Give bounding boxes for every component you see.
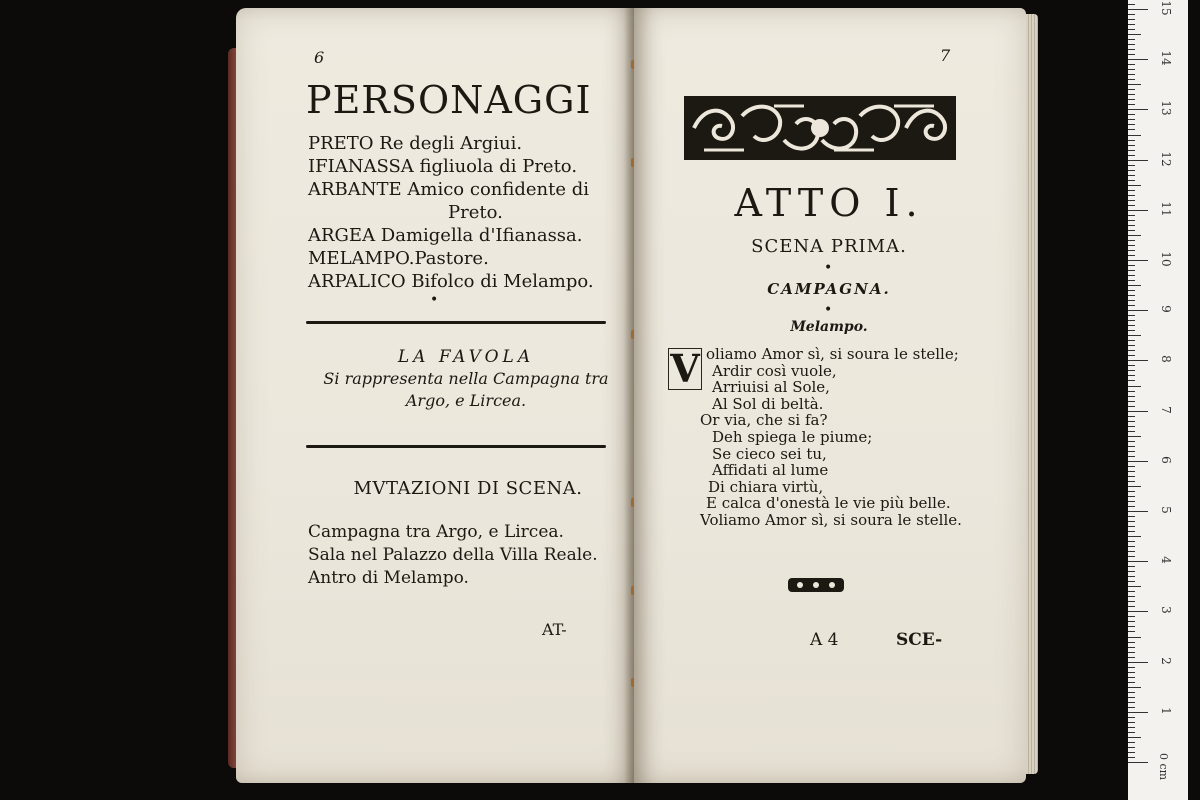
ruler-tick <box>1128 210 1148 211</box>
ruler-unit-label: 0 cm <box>1157 752 1171 781</box>
ruler-tick <box>1128 571 1135 572</box>
ruler-tick <box>1128 195 1135 196</box>
ruler-tick <box>1128 205 1135 206</box>
right-page <box>634 8 1026 783</box>
ruler-cm-label: 2 <box>1159 656 1173 665</box>
ruler-tick <box>1128 396 1135 397</box>
ruler-tick <box>1128 586 1141 587</box>
ruler-tick <box>1128 687 1141 688</box>
ruler-tick <box>1128 521 1135 522</box>
ruler-tick <box>1128 712 1148 713</box>
ruler-tick <box>1128 677 1135 678</box>
drop-cap: V <box>668 348 702 390</box>
ruler-tick <box>1128 365 1135 366</box>
ruler-tick <box>1128 436 1141 437</box>
ruler-tick <box>1128 481 1135 482</box>
ruler-tick <box>1128 466 1135 467</box>
ruler-tick <box>1128 270 1135 271</box>
page-number: 7 <box>940 46 951 65</box>
ruler-tick <box>1128 19 1135 20</box>
ruler-tick <box>1128 29 1135 30</box>
fleuron-ornament <box>788 576 844 594</box>
ruler-tick <box>1128 295 1135 296</box>
ruler-tick <box>1128 757 1135 758</box>
ruler-cm-label: 7 <box>1159 405 1173 414</box>
ruler-tick <box>1128 556 1135 557</box>
ruler-tick <box>1128 109 1148 110</box>
ruler-tick <box>1128 662 1148 663</box>
ruler-tick <box>1128 250 1135 251</box>
ruler-tick <box>1128 722 1135 723</box>
ruler-tick <box>1128 155 1135 156</box>
ruler-tick <box>1128 240 1135 241</box>
ruler-tick <box>1128 546 1135 547</box>
ruler-tick <box>1128 451 1135 452</box>
verse-line: Voliamo Amor sì, si soura le stelle. <box>700 510 962 529</box>
ruler-tick <box>1128 4 1135 5</box>
ruler-tick <box>1128 285 1141 286</box>
ruler-tick <box>1128 64 1135 65</box>
ruler-tick <box>1128 99 1135 100</box>
ruler-tick <box>1128 74 1135 75</box>
ruler-tick <box>1128 526 1135 527</box>
measurement-ruler <box>1128 0 1188 800</box>
ruler-tick <box>1128 39 1135 40</box>
ruler-tick <box>1128 576 1135 577</box>
ruler-tick <box>1128 491 1135 492</box>
scene-item: Antro di Melampo. <box>308 568 469 588</box>
ruler-tick <box>1128 471 1135 472</box>
ruler-tick <box>1128 330 1135 331</box>
ruler-tick <box>1128 255 1135 256</box>
cast-item: IFIANASSA figliuola di Preto. <box>308 156 578 177</box>
ruler-tick <box>1128 34 1141 35</box>
ruler-cm-label: 4 <box>1159 556 1173 564</box>
ruler-tick <box>1128 315 1135 316</box>
ruler-tick <box>1128 506 1135 507</box>
divider-rule <box>306 321 606 324</box>
ruler-tick <box>1128 692 1135 693</box>
ruler-tick <box>1128 591 1135 592</box>
ruler-tick <box>1128 682 1135 683</box>
ruler-tick <box>1128 24 1135 25</box>
ruler-tick <box>1128 637 1141 638</box>
ornament-dot: • <box>824 302 833 318</box>
ruler-tick <box>1128 230 1135 231</box>
ruler-tick <box>1128 175 1135 176</box>
ruler-cm-label: 5 <box>1159 506 1173 514</box>
ruler-tick <box>1128 446 1135 447</box>
ornament-dot: • <box>824 260 833 276</box>
ruler-tick <box>1128 672 1135 673</box>
ruler-tick <box>1128 180 1135 181</box>
ruler-tick <box>1128 411 1148 412</box>
ruler-tick <box>1128 441 1135 442</box>
ruler-tick <box>1128 762 1148 763</box>
ornament-dot: • <box>430 292 439 308</box>
ruler-tick <box>1128 114 1135 115</box>
ruler-tick <box>1128 235 1141 236</box>
scene-item: Campagna tra Argo, e Lircea. <box>308 522 564 542</box>
ruler-tick <box>1128 421 1135 422</box>
ruler-tick <box>1128 145 1135 146</box>
ruler-cm-label: 6 <box>1159 455 1173 464</box>
verse-line: Affidati al lume <box>712 461 829 480</box>
woodcut-ornament-band <box>684 96 956 160</box>
page-title: PERSONAGGI <box>306 78 592 122</box>
ruler-cm-label: 11 <box>1159 201 1173 217</box>
ruler-tick <box>1128 561 1148 562</box>
ruler-cm-label: 1 <box>1159 706 1173 715</box>
ruler-tick <box>1128 140 1135 141</box>
ruler-tick <box>1128 200 1135 201</box>
verse-line: E calca d'onestà le vie più belle. <box>706 494 951 513</box>
ruler-tick <box>1128 416 1135 417</box>
verse-line: Deh spiega le piume; <box>712 427 873 446</box>
signature-mark: A 4 <box>810 630 839 650</box>
ruler-tick <box>1128 752 1135 753</box>
ruler-tick <box>1128 642 1135 643</box>
ruler-tick <box>1128 94 1135 95</box>
ruler-tick <box>1128 49 1135 50</box>
ruler-tick <box>1128 581 1135 582</box>
ruler-tick <box>1128 697 1135 698</box>
ruler-cm-label: 10 <box>1159 251 1173 267</box>
setting-heading: CAMPAGNA. <box>767 280 891 298</box>
verse-line: oliamo Amor sì, si soura le stelle; <box>706 345 959 363</box>
ruler-tick <box>1128 652 1135 653</box>
ruler-tick <box>1128 496 1135 497</box>
ruler-tick <box>1128 456 1135 457</box>
ruler-tick <box>1128 135 1141 136</box>
ruler-tick <box>1128 335 1141 336</box>
scene-list <box>308 521 598 590</box>
ruler-tick <box>1128 631 1135 632</box>
ruler-tick <box>1128 626 1135 627</box>
ruler-tick <box>1128 601 1135 602</box>
ruler-cm-label: 9 <box>1159 305 1173 313</box>
verse-line: Di chiara virtù, <box>708 477 824 496</box>
catchword: AT- <box>542 620 567 639</box>
cast-item: ARGEA Damigella d'Ifianassa. <box>308 225 583 246</box>
ruler-tick <box>1128 160 1148 161</box>
page-stack-edge <box>1026 14 1038 774</box>
ruler-tick <box>1128 375 1135 376</box>
speaker-name: Melampo. <box>790 319 868 335</box>
ruler-tick <box>1128 89 1135 90</box>
ruler-tick <box>1128 737 1141 738</box>
ruler-tick <box>1128 380 1135 381</box>
scene-item: Sala nel Palazzo della Villa Reale. <box>308 545 598 565</box>
ruler-tick <box>1128 747 1135 748</box>
ruler-tick <box>1128 541 1135 542</box>
ruler-cm-label: 8 <box>1159 355 1173 364</box>
ruler-tick <box>1128 606 1135 607</box>
ruler-cm-label: 14 <box>1159 50 1173 66</box>
ruler-tick <box>1128 245 1135 246</box>
ruler-tick <box>1128 727 1135 728</box>
ruler-tick <box>1128 732 1135 733</box>
ruler-tick <box>1128 657 1135 658</box>
ruler-tick <box>1128 79 1135 80</box>
verse-line: Se cieco sei tu, <box>712 444 827 463</box>
favola-heading: LA FAVOLA <box>397 347 535 367</box>
verse-block <box>700 345 962 529</box>
verse-line: Al Sol di beltà. <box>712 394 824 413</box>
ruler-tick <box>1128 104 1135 105</box>
ruler-tick <box>1128 280 1135 281</box>
ruler-tick <box>1128 616 1135 617</box>
ruler-tick <box>1128 486 1141 487</box>
ruler-cm-label: 15 <box>1159 0 1173 16</box>
ruler-tick <box>1128 360 1148 361</box>
mutazioni-heading: MVTAZIONI DI SCENA. <box>353 478 583 499</box>
ruler-cm-label: 3 <box>1159 606 1173 615</box>
ruler-tick <box>1128 119 1135 120</box>
ruler-tick <box>1128 707 1135 708</box>
ruler-tick <box>1128 386 1141 387</box>
ruler-tick <box>1128 215 1135 216</box>
ruler-tick <box>1128 185 1141 186</box>
ruler-tick <box>1128 129 1135 130</box>
ruler-tick <box>1128 310 1148 311</box>
ruler-tick <box>1128 566 1135 567</box>
ruler-tick <box>1128 300 1135 301</box>
ruler-tick <box>1128 9 1148 10</box>
ruler-tick <box>1128 611 1148 612</box>
ruler-tick <box>1128 702 1135 703</box>
favola-line: Argo, e Lircea. <box>405 391 527 410</box>
cast-item: MELAMPO.Pastore. <box>308 248 489 269</box>
ruler-cm-label: 12 <box>1159 150 1173 167</box>
ruler-tick <box>1128 355 1135 356</box>
verse-line: Ardir così vuole, <box>712 361 837 380</box>
ruler-tick <box>1128 596 1135 597</box>
ruler-tick <box>1128 551 1135 552</box>
ruler-tick <box>1128 124 1135 125</box>
ruler-tick <box>1128 220 1135 221</box>
ruler-tick <box>1128 536 1141 537</box>
ruler-tick <box>1128 501 1135 502</box>
scene-heading: SCENA PRIMA. <box>751 236 907 257</box>
ruler-tick <box>1128 225 1135 226</box>
cast-item: PRETO Re degli Argiui. <box>308 133 523 154</box>
ruler-tick <box>1128 531 1135 532</box>
ruler-tick <box>1128 260 1148 261</box>
ruler-tick <box>1128 406 1135 407</box>
ruler-tick <box>1128 350 1135 351</box>
ruler-tick <box>1128 54 1135 55</box>
ruler-tick <box>1128 345 1135 346</box>
ruler-tick <box>1128 647 1135 648</box>
ruler-tick <box>1128 69 1135 70</box>
ruler-tick <box>1128 431 1135 432</box>
catchword: SCE- <box>896 630 943 650</box>
divider-rule <box>306 445 606 448</box>
ruler-tick <box>1128 150 1135 151</box>
ruler-tick <box>1128 170 1135 171</box>
ruler-tick <box>1128 391 1135 392</box>
ruler-cm-label: 13 <box>1159 100 1173 117</box>
ruler-tick <box>1128 621 1135 622</box>
ruler-tick <box>1128 461 1148 462</box>
ruler-tick <box>1128 370 1135 371</box>
ruler-tick <box>1128 290 1135 291</box>
ruler-tick <box>1128 14 1135 15</box>
cast-item: ARPALICO Bifolco di Melampo. <box>308 271 594 292</box>
favola-block <box>306 346 626 412</box>
verse-line: Or via, che si fa? <box>700 411 828 430</box>
verse-line: Arriuisi al Sole, <box>712 378 830 397</box>
ruler-tick <box>1128 265 1135 266</box>
favola-line: Si rappresenta nella Campagna tra <box>323 369 609 388</box>
ruler-tick <box>1128 426 1135 427</box>
act-heading: ATTO I. <box>734 181 924 225</box>
ruler-tick <box>1128 59 1148 60</box>
page-number: 6 <box>314 48 325 67</box>
ruler-tick <box>1128 667 1135 668</box>
ruler-tick <box>1128 325 1135 326</box>
cast-list <box>308 132 594 293</box>
cast-item: ARBANTE Amico confidente di <box>308 179 590 200</box>
left-page <box>236 8 634 783</box>
ruler-tick <box>1128 717 1135 718</box>
ruler-tick <box>1128 165 1135 166</box>
ruler-tick <box>1128 305 1135 306</box>
open-book <box>228 8 1038 783</box>
cast-item: Preto. <box>448 202 503 223</box>
ruler-tick <box>1128 44 1135 45</box>
ruler-tick <box>1128 511 1148 512</box>
ruler-tick <box>1128 320 1135 321</box>
ruler-tick <box>1128 401 1135 402</box>
ruler-tick <box>1128 190 1135 191</box>
ruler-tick <box>1128 84 1141 85</box>
ruler-tick <box>1128 275 1135 276</box>
ruler-tick <box>1128 742 1135 743</box>
ruler-tick <box>1128 340 1135 341</box>
ruler-tick <box>1128 476 1135 477</box>
ruler-tick <box>1128 516 1135 517</box>
